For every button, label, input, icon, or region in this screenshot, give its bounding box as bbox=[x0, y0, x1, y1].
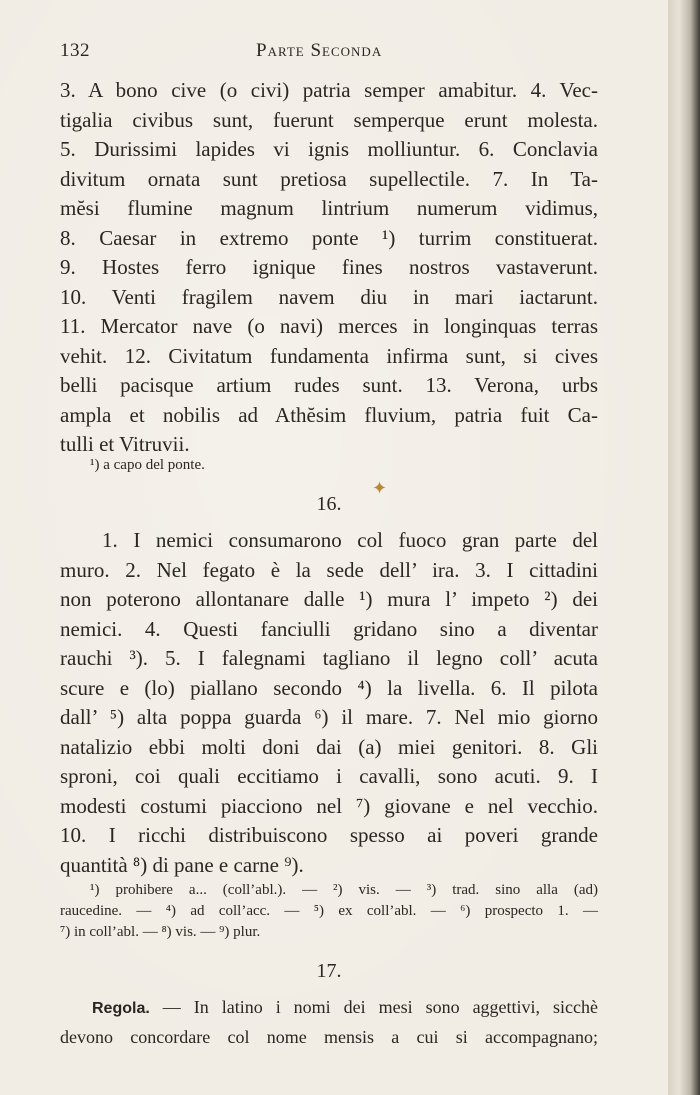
text-line: 1. I nemici consumarono col fuoco gran parte del bbox=[102, 528, 598, 552]
text-line: 8. Caesar in extremo ponte ¹) turrim constituerat. bbox=[60, 225, 598, 250]
text-line: divitum ornata sunt pretiosa supellectile. 7. In Ta- bbox=[60, 166, 598, 191]
text-line: quantità ⁸) di pane e carne ⁹). bbox=[60, 852, 304, 877]
text-line: nemici. 4. Questi fanciulli gridano sino a diventar bbox=[60, 616, 598, 641]
text-line: natalizio ebbi molti doni dai (a) miei genitori. 8. Gli bbox=[60, 734, 598, 759]
text-line: 3. A bono cive (o civi) patria semper amabitur. 4. Vec- bbox=[60, 78, 598, 102]
footnote-15 bbox=[90, 455, 490, 476]
text-line: 10. I ricchi distribuiscono spesso ai poveri grande bbox=[60, 823, 598, 847]
page-number: 132 bbox=[60, 40, 90, 61]
footnote-line: raucedine. — ⁴) ad coll’acc. — ⁵) ex coll’abl. — ⁶) prospecto 1. — bbox=[60, 903, 598, 919]
footnote-line: ¹) a capo del ponte. bbox=[90, 457, 205, 473]
text-line: non poterono allontanare dalle ¹) mura l’ impeto ²) dei bbox=[60, 587, 598, 611]
footnote-line: ¹) prohibere a... (coll’abl.). — ²) vis. — ³) trad. sino alla (ad) bbox=[90, 882, 598, 898]
text-line: sproni, coi quali eccitiamo i cavalli, sono acuti. 9. I bbox=[60, 764, 598, 788]
section-number-17: 17. bbox=[316, 960, 342, 982]
footnotes-16 bbox=[60, 880, 598, 943]
text-line: scure e (lo) piallano secondo ⁴) la livella. 6. Il pilota bbox=[60, 675, 598, 700]
section-number-16: 16. bbox=[316, 493, 342, 515]
running-head: Parte Seconda bbox=[256, 40, 383, 61]
text-line: mĕsi flumine magnum lintrium numerum vidimus, bbox=[60, 196, 598, 220]
exercise-17-rule bbox=[60, 993, 598, 1052]
ink-stain: ✦ bbox=[372, 478, 388, 498]
footnote-line: ⁷) in coll’abl. — ⁸) vis. — ⁹) plur. bbox=[60, 924, 261, 940]
rule-label: Regola. bbox=[92, 1000, 150, 1017]
rule-line-2: devono concordare col nome mensis a cui si accompagnano; bbox=[60, 1026, 598, 1047]
book-gutter bbox=[668, 0, 700, 1095]
rule-line bbox=[60, 993, 598, 1023]
rule-text: — In latino i nomi dei mesi sono aggettivi, sicchè bbox=[149, 997, 598, 1017]
text-line: muro. 2. Nel fegato è la sede dell’ ira. 3. I cittadini bbox=[60, 557, 598, 582]
text-line: rauchi ³). 5. I falegnami tagliano il legno coll’ acuta bbox=[60, 646, 598, 670]
text-line: 10. Venti fragilem navem diu in mari iactarunt. bbox=[60, 284, 598, 309]
text-line: modesti costumi piacciono nel ⁷) giovane e nel vecchio. bbox=[60, 793, 598, 818]
page-header bbox=[60, 40, 600, 70]
text-line: 9. Hostes ferro ignique fines nostros vastaverunt. bbox=[60, 255, 598, 279]
text-line: tulli et Vitruvii. bbox=[60, 432, 190, 456]
text-line: tigalia civibus sunt, fuerunt semperque erunt molesta. bbox=[60, 107, 598, 132]
text-line: ampla et nobilis ad Athĕsim fluvium, patria fuit Ca- bbox=[60, 402, 598, 427]
text-line: belli pacisque artium rudes sunt. 13. Verona, urbs bbox=[60, 373, 598, 397]
text-line: 5. Durissimi lapides vi ignis molliuntur. 6. Conclavia bbox=[60, 137, 598, 161]
exercise-15-text bbox=[60, 76, 598, 460]
text-line: vehit. 12. Civitatum fundamenta infirma sunt, si cives bbox=[60, 343, 598, 368]
exercise-16-text bbox=[60, 526, 598, 880]
text-line: dall’ ⁵) alta poppa guarda ⁶) il mare. 7. Nel mio giorno bbox=[60, 705, 598, 729]
text-line: 11. Mercator nave (o navi) merces in longinquas terras bbox=[60, 314, 598, 338]
